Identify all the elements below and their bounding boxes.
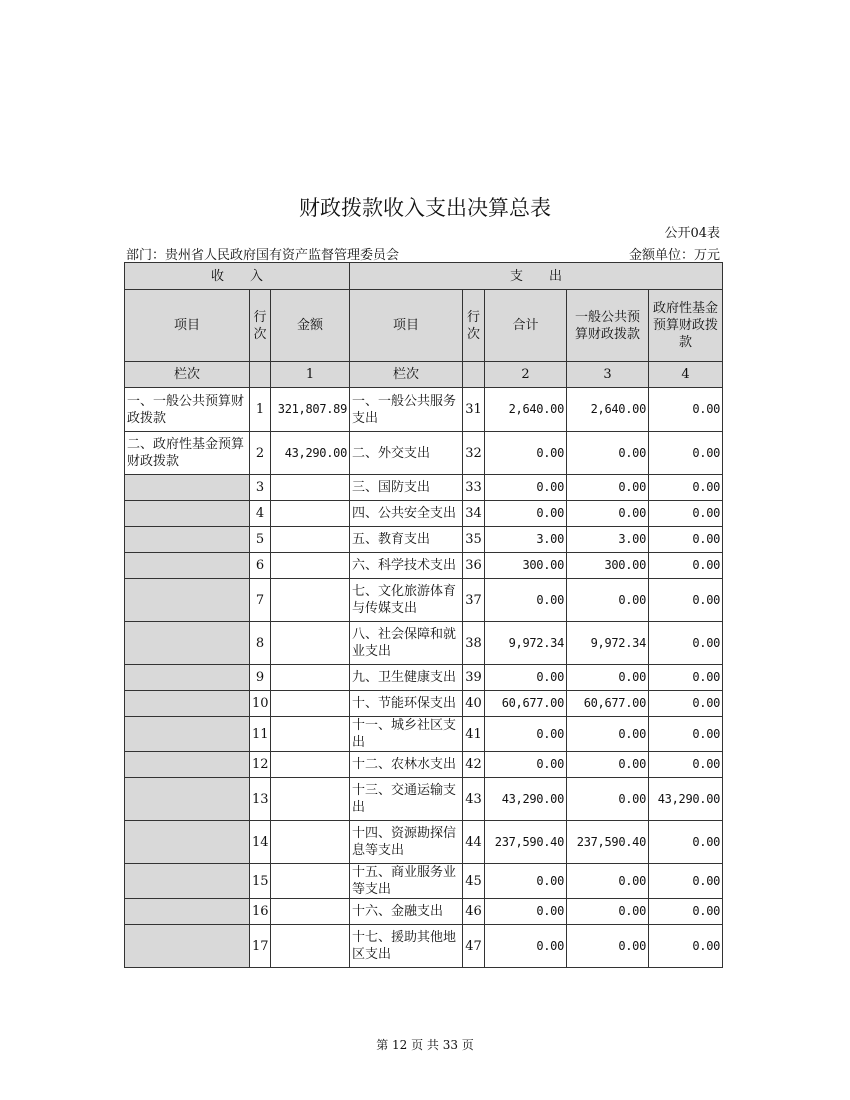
- cell-total: 9,972.34: [485, 622, 567, 665]
- cell-general: 0.00: [567, 778, 649, 821]
- cell-in-no: 8: [250, 622, 271, 665]
- cell-in-amt: [271, 622, 350, 665]
- cell-fund: 0.00: [649, 899, 723, 925]
- income-rowno-header: 行次: [250, 290, 271, 362]
- fund-budget-header: 政府性基金预算财政拨款: [649, 290, 723, 362]
- expense-rowno-header: 行次: [463, 290, 485, 362]
- expense-item-header: 项目: [350, 290, 463, 362]
- cell-in-no: 17: [250, 925, 271, 968]
- cell-ex-no: 31: [463, 388, 485, 432]
- cell-ex-no: 39: [463, 665, 485, 691]
- cell-in-amt: [271, 899, 350, 925]
- cell-in-no: 16: [250, 899, 271, 925]
- cell-in-no: 7: [250, 579, 271, 622]
- cell-ex-no: 38: [463, 622, 485, 665]
- unit-label: 金额单位：万元: [628, 248, 720, 263]
- income-item-header: 项目: [125, 290, 250, 362]
- cell-in-amt: [271, 579, 350, 622]
- expense-header: 支 出: [350, 263, 723, 290]
- cell-general: 0.00: [567, 665, 649, 691]
- cell-total: 0.00: [485, 665, 567, 691]
- cell-in-no: 1: [250, 388, 271, 432]
- cell-in-item: [125, 475, 250, 501]
- table-row: [125, 899, 723, 925]
- table-row: [125, 778, 723, 821]
- table-row: [125, 925, 723, 968]
- cell-ex-item: 十七、援助其他地区支出: [350, 925, 463, 968]
- cell-total: 0.00: [485, 579, 567, 622]
- col-label-expense: 栏次: [350, 362, 463, 388]
- table-row: [125, 501, 723, 527]
- cell-in-amt: [271, 778, 350, 821]
- cell-ex-no: 45: [463, 864, 485, 899]
- cell-ex-no: 32: [463, 432, 485, 475]
- page-footer: 第 12 页 共 33 页: [376, 1038, 474, 1052]
- table-row: [125, 691, 723, 717]
- cell-general: 0.00: [567, 925, 649, 968]
- table-row: [125, 579, 723, 622]
- cell-general: 2,640.00: [567, 388, 649, 432]
- form-code: 公开04表: [664, 226, 720, 241]
- cell-in-amt: [271, 475, 350, 501]
- cell-ex-no: 40: [463, 691, 485, 717]
- cell-ex-item: 八、社会保障和就业支出: [350, 622, 463, 665]
- cell-fund: 43,290.00: [649, 778, 723, 821]
- cell-in-amt: [271, 864, 350, 899]
- table-row: [125, 665, 723, 691]
- cell-fund: 0.00: [649, 622, 723, 665]
- cell-ex-no: 46: [463, 899, 485, 925]
- cell-ex-item: 十二、农林水支出: [350, 752, 463, 778]
- cell-ex-no: 36: [463, 553, 485, 579]
- cell-in-no: 10: [250, 691, 271, 717]
- cell-general: 9,972.34: [567, 622, 649, 665]
- cell-fund: 0.00: [649, 752, 723, 778]
- cell-total: 0.00: [485, 899, 567, 925]
- cell-in-no: 9: [250, 665, 271, 691]
- cell-in-item: [125, 622, 250, 665]
- cell-in-item: [125, 864, 250, 899]
- cell-ex-no: 33: [463, 475, 485, 501]
- cell-ex-no: 34: [463, 501, 485, 527]
- cell-general: 0.00: [567, 501, 649, 527]
- cell-general: 300.00: [567, 553, 649, 579]
- cell-in-item: 二、政府性基金预算财政拨款: [125, 432, 250, 475]
- table-row: [125, 864, 723, 899]
- cell-ex-item: 十、节能环保支出: [350, 691, 463, 717]
- cell-in-item: [125, 691, 250, 717]
- cell-in-amt: [271, 752, 350, 778]
- cell-total: 60,677.00: [485, 691, 567, 717]
- cell-total: 0.00: [485, 717, 567, 752]
- cell-ex-item: 七、文化旅游体育与传媒支出: [350, 579, 463, 622]
- cell-fund: 0.00: [649, 553, 723, 579]
- cell-in-amt: [271, 527, 350, 553]
- cell-fund: 0.00: [649, 527, 723, 553]
- cell-ex-item: 十一、城乡社区支出: [350, 717, 463, 752]
- total-header: 合计: [485, 290, 567, 362]
- cell-general: 60,677.00: [567, 691, 649, 717]
- table-row: [125, 388, 723, 432]
- cell-fund: 0.00: [649, 717, 723, 752]
- cell-in-no: 2: [250, 432, 271, 475]
- cell-ex-no: 42: [463, 752, 485, 778]
- cell-fund: 0.00: [649, 925, 723, 968]
- cell-ex-item: 十四、资源勘探信息等支出: [350, 821, 463, 864]
- cell-ex-item: 十三、交通运输支出: [350, 778, 463, 821]
- table-row: [125, 622, 723, 665]
- cell-ex-no: 35: [463, 527, 485, 553]
- cell-ex-item: 一、一般公共服务支出: [350, 388, 463, 432]
- cell-ex-item: 十六、金融支出: [350, 899, 463, 925]
- cell-ex-item: 三、国防支出: [350, 475, 463, 501]
- page-title: 财政拨款收入支出决算总表: [299, 196, 551, 220]
- table-row: [125, 432, 723, 475]
- cell-in-amt: [271, 691, 350, 717]
- cell-in-no: 11: [250, 717, 271, 752]
- cell-total: 0.00: [485, 864, 567, 899]
- cell-in-item: [125, 752, 250, 778]
- cell-total: 0.00: [485, 752, 567, 778]
- cell-ex-item: 十五、商业服务业等支出: [350, 864, 463, 899]
- cell-general: 0.00: [567, 864, 649, 899]
- table-row: [125, 553, 723, 579]
- cell-total: 0.00: [485, 501, 567, 527]
- cell-general: 0.00: [567, 899, 649, 925]
- cell-in-no: 6: [250, 553, 271, 579]
- cell-fund: 0.00: [649, 579, 723, 622]
- cell-in-amt: 43,290.00: [271, 432, 350, 475]
- cell-ex-no: 44: [463, 821, 485, 864]
- table-row: [125, 752, 723, 778]
- cell-ex-no: 41: [463, 717, 485, 752]
- col-number-4: 4: [649, 362, 723, 388]
- cell-in-item: [125, 527, 250, 553]
- cell-in-item: [125, 501, 250, 527]
- cell-in-item: [125, 579, 250, 622]
- cell-total: 2,640.00: [485, 388, 567, 432]
- cell-general: 0.00: [567, 752, 649, 778]
- cell-in-amt: [271, 925, 350, 968]
- cell-fund: 0.00: [649, 432, 723, 475]
- table-row: [125, 821, 723, 864]
- cell-general: 3.00: [567, 527, 649, 553]
- col-number-1: 1: [271, 362, 350, 388]
- cell-ex-item: 六、科学技术支出: [350, 553, 463, 579]
- cell-general: 0.00: [567, 432, 649, 475]
- cell-total: 3.00: [485, 527, 567, 553]
- cell-in-item: 一、一般公共预算财政拨款: [125, 388, 250, 432]
- income-amount-header: 金额: [271, 290, 350, 362]
- cell-fund: 0.00: [649, 691, 723, 717]
- cell-in-no: 5: [250, 527, 271, 553]
- table-row: [125, 475, 723, 501]
- cell-in-item: [125, 778, 250, 821]
- cell-total: 0.00: [485, 432, 567, 475]
- cell-ex-no: 43: [463, 778, 485, 821]
- cell-in-amt: 321,807.89: [271, 388, 350, 432]
- cell-total: 300.00: [485, 553, 567, 579]
- cell-in-item: [125, 665, 250, 691]
- cell-fund: 0.00: [649, 475, 723, 501]
- cell-ex-item: 二、外交支出: [350, 432, 463, 475]
- cell-in-item: [125, 717, 250, 752]
- cell-in-amt: [271, 501, 350, 527]
- cell-in-amt: [271, 665, 350, 691]
- cell-in-item: [125, 899, 250, 925]
- col-number-2: 2: [485, 362, 567, 388]
- cell-ex-no: 37: [463, 579, 485, 622]
- cell-in-no: 4: [250, 501, 271, 527]
- cell-ex-no: 47: [463, 925, 485, 968]
- cell-in-item: [125, 925, 250, 968]
- cell-fund: 0.00: [649, 821, 723, 864]
- table-row: [125, 527, 723, 553]
- cell-total: 0.00: [485, 925, 567, 968]
- cell-total: 0.00: [485, 475, 567, 501]
- cell-fund: 0.00: [649, 388, 723, 432]
- cell-ex-item: 四、公共安全支出: [350, 501, 463, 527]
- cell-in-no: 12: [250, 752, 271, 778]
- cell-fund: 0.00: [649, 501, 723, 527]
- cell-ex-item: 九、卫生健康支出: [350, 665, 463, 691]
- cell-in-amt: [271, 717, 350, 752]
- cell-total: 43,290.00: [485, 778, 567, 821]
- table-row: [125, 717, 723, 752]
- income-header: 收 入: [125, 263, 350, 290]
- cell-fund: 0.00: [649, 864, 723, 899]
- cell-in-amt: [271, 553, 350, 579]
- cell-general: 0.00: [567, 579, 649, 622]
- cell-general: 0.00: [567, 717, 649, 752]
- cell-in-item: [125, 553, 250, 579]
- cell-total: 237,590.40: [485, 821, 567, 864]
- cell-in-no: 14: [250, 821, 271, 864]
- cell-in-item: [125, 821, 250, 864]
- cell-ex-item: 五、教育支出: [350, 527, 463, 553]
- cell-general: 237,590.40: [567, 821, 649, 864]
- cell-in-no: 13: [250, 778, 271, 821]
- col-number-3: 3: [567, 362, 649, 388]
- department-label: 部门：贵州省人民政府国有资产监督管理委员会: [126, 248, 400, 263]
- cell-fund: 0.00: [649, 665, 723, 691]
- cell-general: 0.00: [567, 475, 649, 501]
- col-label-income: 栏次: [125, 362, 250, 388]
- cell-in-amt: [271, 821, 350, 864]
- general-budget-header: 一般公共预算财政拨款: [567, 290, 649, 362]
- budget-table: [124, 262, 723, 968]
- cell-in-no: 15: [250, 864, 271, 899]
- cell-in-no: 3: [250, 475, 271, 501]
